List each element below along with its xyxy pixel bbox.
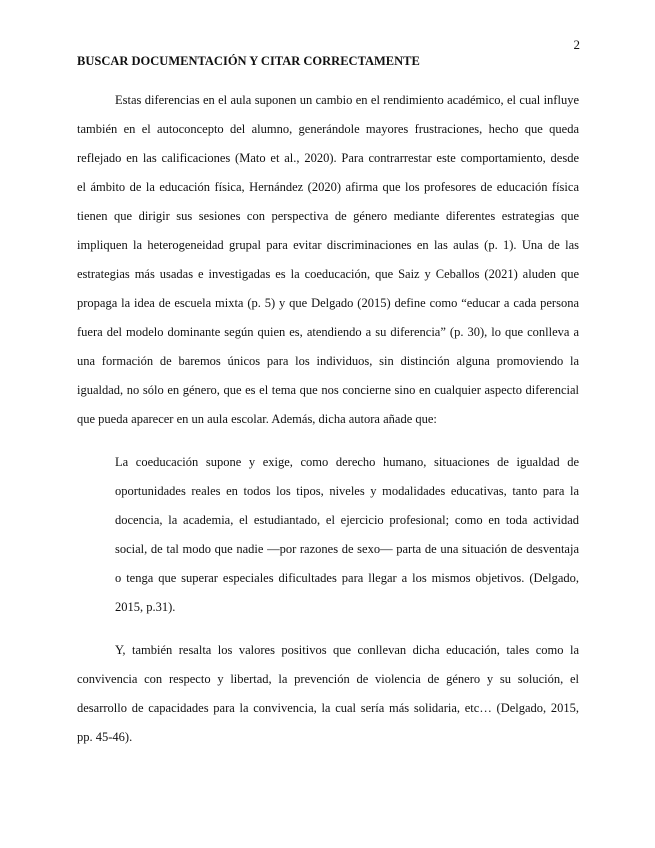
block-quote-line: La coeducación supone y exige, como derecho humano, situaciones de igualdad de — [115, 455, 579, 469]
paragraph-line: Y, también resalta los valores positivos que conllevan dicha educación, tales como la — [115, 643, 579, 657]
paragraph-line: el ámbito de la educación física, Hernández (2020) afirma que los profesores de educación física — [77, 180, 579, 194]
block-quote-line: 2015, p.31). — [115, 600, 176, 614]
paragraph-line: Estas diferencias en el aula suponen un cambio en el rendimiento académico, el cual influye — [115, 93, 579, 107]
paragraph-line: impliquen la heterogeneidad grupal para evitar discriminaciones en las aulas (p. 1). Una de las — [77, 238, 579, 252]
paragraph-line: igualdad, no sólo en género, que es el tema que nos concierne sino en cualquier aspecto diferencial — [77, 383, 579, 397]
page-number: 2 — [573, 37, 580, 52]
paragraph-line: también en el autoconcepto del alumno, generándole mayores frustraciones, hecho que queda — [77, 122, 579, 136]
section-heading: BUSCAR DOCUMENTACIÓN Y CITAR CORRECTAMENTE — [77, 54, 420, 68]
paragraph-line: desarrollo de capacidades para la convivencia, la cual sería más solidaria, etc… (Delgado, 2015, — [77, 701, 579, 715]
block-quote-line: docencia, la academia, el estudiantado, el ejercicio profesional; como en toda actividad — [115, 513, 579, 527]
paragraph-line: propaga la idea de escuela mixta (p. 5) y que Delgado (2015) define como “educar a cada persona — [77, 296, 579, 310]
paragraph-line: pp. 45-46). — [77, 730, 133, 744]
block-quote-line: social, de tal modo que nadie —por razones de sexo— parta de una situación de desventaja — [115, 542, 579, 556]
paragraph-line: reflejado en las calificaciones (Mato et al., 2020). Para contrarrestar este comportamiento, desde — [77, 151, 579, 165]
paragraph-line: convivencia con respecto y libertad, la prevención de violencia de género y su solución, el — [77, 672, 579, 686]
block-quote-line: o tenga que superar especiales dificultades para llegar a los mismos objetivos. (Delgado, — [115, 571, 579, 585]
paragraph-line: estrategias más usadas e investigadas es la coeducación, que Saiz y Ceballos (2021) aluden que — [77, 267, 579, 281]
block-quote-line: oportunidades reales en todos los tipos, niveles y modalidades educativas, tanto para la — [115, 484, 579, 498]
paragraph-line: tienen que dirigir sus sesiones con perspectiva de género mediante diferentes estrategias que — [77, 209, 579, 223]
paragraph-line: fuera del modelo dominante según quien es, atendiendo a su diferencia” (p. 30), lo que conlleva a — [77, 325, 579, 339]
paragraph-line: que pueda aparecer en un aula escolar. Además, dicha autora añade que: — [77, 412, 437, 426]
paragraph-line: una formación de baremos únicos para los individuos, sin distinción alguna promoviendo la — [77, 354, 579, 368]
